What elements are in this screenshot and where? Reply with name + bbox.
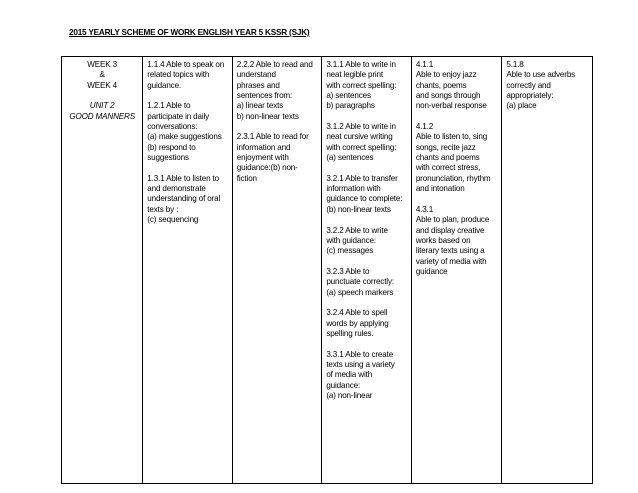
listening-speaking-cell (143, 57, 233, 484)
standard-line: 3.2.2 Able to write (326, 225, 388, 235)
grammar-cell (502, 57, 593, 484)
standard-line: literary texts using a (415, 246, 485, 256)
standard-line: and songs through (415, 91, 481, 101)
language-arts-cell (411, 57, 502, 484)
unit-theme: GOOD MANNERS (69, 111, 135, 121)
standard-line: 1.2.1 Able to (147, 101, 191, 111)
standard-line: (a) non-linear (326, 391, 373, 400)
table-row (62, 57, 593, 484)
writing-cell (322, 57, 412, 484)
standard-line: participate in daily (147, 111, 210, 121)
standard-line: 1.1.4 Able to speak on (147, 60, 225, 69)
standard-line: 2.3.1 Able to read for (236, 132, 309, 142)
standard-line: phrases and (236, 80, 280, 90)
standard-line: 2.2.2 Able to read and (236, 60, 313, 69)
standard-line: enjoyment with (236, 153, 289, 163)
standard-line: information and (236, 142, 291, 152)
standard-line: with guidance: (326, 235, 376, 245)
standard-line: 5.1.8 (506, 60, 524, 69)
standard-line: Able to plan, produce (415, 215, 490, 225)
standard-line: 3.1.1 Able to write in (326, 60, 396, 69)
standard-line: a) linear texts (236, 101, 284, 111)
week-cell (62, 57, 143, 484)
standard-line: texts by : (147, 204, 179, 214)
standard-line: pronunciation, rhythm (415, 173, 491, 183)
standard-line: (c) sequencing (147, 215, 199, 225)
standard-line: Able to use adverbs (506, 70, 576, 80)
week-line: WEEK 4 (87, 80, 117, 90)
standard-line: neat cursive writing (326, 132, 393, 142)
standard-line: 4.1.2 (415, 122, 434, 132)
standard-line: guidance. (147, 80, 182, 90)
standard-line: 1.3.1 Able to listen to (147, 173, 219, 183)
standard-line: b) non-linear texts (236, 111, 299, 121)
standard-line: 4.1.1 (415, 60, 434, 69)
standard-line: sentences from: (236, 91, 293, 101)
week-line: & (99, 70, 105, 80)
standard-line: neat legible print (326, 70, 384, 80)
standard-line: with correct spelling: (326, 142, 397, 152)
standard-line: (a) place (506, 101, 537, 111)
standard-line: and demonstrate (147, 184, 206, 194)
standard-line: related topics with (147, 70, 210, 80)
standard-line: conversations: (147, 122, 198, 132)
standard-line: (c) messages (326, 246, 374, 256)
standard-line: information with (326, 184, 381, 194)
standard-line: understand (236, 70, 276, 80)
standard-line: variety of media with (415, 256, 487, 266)
standard-line: with correct stress, (415, 163, 481, 173)
document-title: 2015 YEARLY SCHEME OF WORK ENGLISH YEAR 5 KSSR (SJK) (69, 28, 310, 37)
standard-line: Able to listen to, sing (415, 132, 488, 142)
standard-line: (a) sentences (326, 153, 374, 163)
standard-line: punctuate correctly: (326, 277, 394, 287)
standard-line: 4.3.1 (415, 204, 434, 214)
week-line: WEEK 3 (87, 60, 117, 69)
standard-line: chants and poems (415, 153, 480, 163)
standard-line: 3.2.4 Able to spell (326, 308, 388, 318)
standard-line: (a) make suggestions (147, 132, 222, 142)
standard-line: a) sentences (326, 91, 371, 101)
standard-line: fiction (236, 173, 257, 183)
standard-line: 3.3.1 Able to create (326, 349, 394, 359)
standard-line: guidance: (326, 380, 361, 390)
standard-line: (b) respond to (147, 142, 196, 152)
standard-line: Able to enjoy jazz (415, 70, 477, 80)
standard-line: spelling rules. (326, 328, 374, 338)
standard-line: 3.1.2 Able to write in (326, 122, 396, 132)
standard-line: non-verbal response (415, 101, 487, 111)
standard-line: b) paragraphs (326, 101, 375, 111)
standard-line: 3.2.3 Able to (326, 266, 370, 276)
standard-line: words by applying (326, 318, 389, 328)
standard-line: guidance to complete: (326, 194, 403, 204)
standard-line: suggestions (147, 153, 189, 163)
standard-line: and display creative (415, 225, 485, 235)
reading-cell (232, 57, 322, 484)
standard-line: and intonation (415, 184, 465, 194)
standard-line: (b) non-linear texts (326, 204, 391, 214)
standard-line: with correct spelling: (326, 80, 397, 90)
scheme-table (61, 56, 593, 484)
standard-line: works based on (415, 235, 471, 245)
standard-line: of media with (326, 370, 373, 380)
standard-line: correctly and (506, 80, 551, 90)
standard-line: appropriately: (506, 91, 554, 101)
standard-line: guidance:(b) non- (236, 163, 298, 173)
standard-line: (a) speech markers (326, 287, 394, 297)
standard-line: texts using a variety (326, 359, 395, 369)
standard-line: guidance (415, 266, 448, 276)
unit-label: UNIT 2 (89, 101, 115, 111)
standard-line: 3.2.1 Able to transfer (326, 173, 398, 183)
standard-line: understanding of oral (147, 194, 221, 204)
standard-line: songs, recite jazz (415, 142, 476, 152)
standard-line: chants, poems (415, 80, 467, 90)
